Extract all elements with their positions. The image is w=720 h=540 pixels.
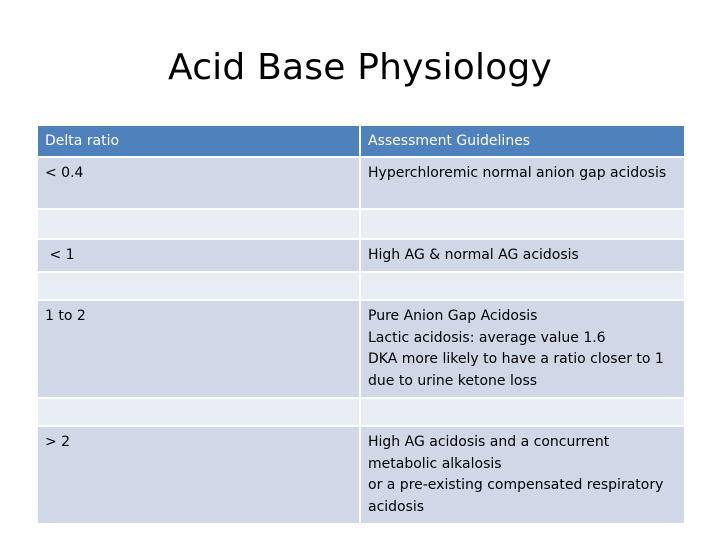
guideline-line: Lactic acidosis: average value 1.6 — [368, 329, 606, 346]
table-row-spacer — [37, 272, 685, 300]
ratio-cell — [37, 398, 360, 426]
guideline-cell — [360, 426, 685, 524]
guideline-line: High AG acidosis and a concurrent metabolic alkalosis — [368, 434, 610, 472]
guideline-cell — [360, 209, 685, 239]
guideline-cell — [360, 239, 685, 273]
guideline-line: High AG & normal AG acidosis — [368, 246, 579, 263]
ratio-cell: < 1 — [37, 239, 360, 273]
guideline-line: or a pre-existing compensated respiratory acidosis — [368, 477, 664, 515]
guideline-line: Hyperchloremic normal anion gap acidosis — [368, 164, 667, 181]
guideline-cell — [360, 272, 685, 300]
ratio-cell: > 2 — [37, 426, 360, 524]
header-assessment-guidelines: Assessment Guidelines — [360, 125, 685, 157]
ratio-cell: < 0.4 — [37, 157, 360, 209]
table-row-spacer — [37, 398, 685, 426]
guideline-cell — [360, 157, 685, 209]
delta-ratio-table — [36, 124, 686, 525]
slide-title: Acid Base Physiology — [168, 47, 552, 88]
guideline-line: Pure Anion Gap Acidosis — [368, 308, 538, 324]
ratio-cell — [37, 272, 360, 300]
header-delta-ratio: Delta ratio — [37, 125, 360, 157]
table-row-spacer — [37, 209, 685, 239]
table-row — [37, 426, 685, 524]
table-row — [37, 239, 685, 273]
guideline-cell — [360, 398, 685, 426]
table-row — [37, 157, 685, 209]
guideline-cell — [360, 300, 685, 398]
table-row — [37, 300, 685, 398]
ratio-cell: 1 to 2 — [37, 300, 360, 398]
ratio-cell — [37, 209, 360, 239]
table-header-row — [37, 125, 685, 157]
guideline-line: DKA more likely to have a ratio closer to 1 due to urine ketone loss — [368, 351, 664, 389]
